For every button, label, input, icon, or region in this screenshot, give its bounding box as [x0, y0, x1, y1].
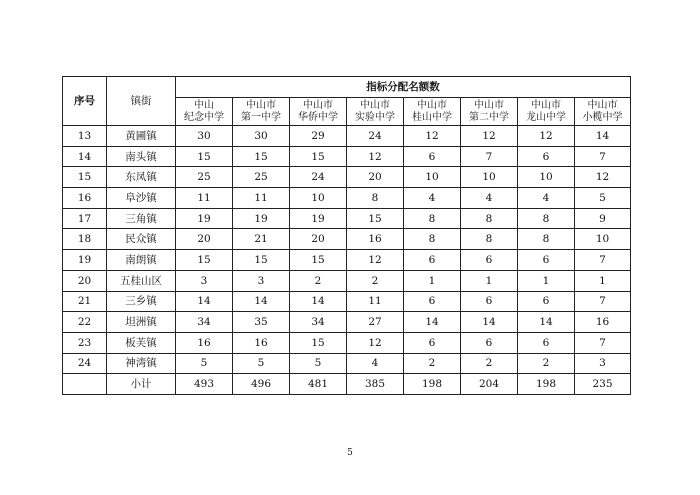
subtotal-cell: 198 — [518, 374, 575, 395]
subtotal-cell: 493 — [176, 374, 233, 395]
subtotal-row — [63, 374, 631, 395]
quota-cell: 14 — [176, 291, 233, 312]
town-name: 板芙镇 — [107, 332, 176, 353]
subtotal-cell: 198 — [404, 374, 461, 395]
quota-cell: 2 — [518, 353, 575, 374]
quota-cell: 8 — [518, 229, 575, 250]
quota-cell: 25 — [176, 167, 233, 188]
school-header-line1: 中山市 — [587, 100, 618, 111]
quota-cell: 3 — [176, 270, 233, 291]
school-header-line1: 中山市 — [531, 100, 561, 111]
quota-cell: 6 — [404, 250, 461, 271]
table-row — [63, 250, 631, 271]
quota-cell: 15 — [347, 208, 404, 229]
quota-cell: 8 — [347, 188, 404, 209]
quota-cell: 24 — [347, 126, 404, 147]
row-number: 17 — [63, 208, 107, 229]
quota-cell: 24 — [290, 167, 347, 188]
quota-cell: 8 — [461, 229, 518, 250]
school-header — [575, 98, 631, 126]
quota-cell: 8 — [404, 229, 461, 250]
quota-cell: 14 — [461, 312, 518, 333]
subtotal-cell: 481 — [290, 374, 347, 395]
quota-cell: 5 — [575, 188, 631, 209]
town-name: 民众镇 — [107, 229, 176, 250]
quota-cell: 12 — [461, 126, 518, 147]
row-number: 20 — [63, 270, 107, 291]
subtotal-cell: 235 — [575, 374, 631, 395]
quota-cell: 6 — [404, 146, 461, 167]
quota-cell: 19 — [176, 208, 233, 229]
quota-cell: 12 — [404, 126, 461, 147]
school-header-line2: 小榄中学 — [582, 111, 623, 123]
town-name: 坦洲镇 — [107, 312, 176, 333]
quota-cell: 15 — [290, 250, 347, 271]
town-name: 东凤镇 — [107, 167, 176, 188]
quota-cell: 6 — [518, 250, 575, 271]
quota-cell: 4 — [461, 188, 518, 209]
town-name: 神湾镇 — [107, 353, 176, 374]
quota-cell: 16 — [233, 332, 290, 353]
row-number: 14 — [63, 146, 107, 167]
quota-cell: 5 — [290, 353, 347, 374]
subtotal-label: 小计 — [107, 374, 176, 395]
quota-cell: 14 — [575, 126, 631, 147]
quota-cell: 3 — [575, 353, 631, 374]
quota-cell: 6 — [518, 146, 575, 167]
quota-cell: 1 — [461, 270, 518, 291]
quota-cell: 3 — [233, 270, 290, 291]
quota-cell: 5 — [233, 353, 290, 374]
quota-cell: 12 — [518, 126, 575, 147]
quota-cell: 2 — [290, 270, 347, 291]
school-header — [233, 98, 290, 126]
quota-cell: 6 — [461, 332, 518, 353]
quota-cell: 27 — [347, 312, 404, 333]
town-name: 南头镇 — [107, 146, 176, 167]
table-row — [63, 167, 631, 188]
subtotal-cell: 385 — [347, 374, 404, 395]
school-header-line2: 龙山中学 — [526, 111, 566, 123]
subtotal-cell: 496 — [233, 374, 290, 395]
quota-cell: 11 — [347, 291, 404, 312]
town-name: 南朗镇 — [107, 250, 176, 271]
quota-cell: 6 — [518, 332, 575, 353]
row-number: 13 — [63, 126, 107, 147]
quota-cell: 19 — [290, 208, 347, 229]
quota-cell: 5 — [176, 353, 233, 374]
school-header-line1: 中山市 — [246, 100, 276, 111]
quota-cell: 15 — [290, 146, 347, 167]
quota-cell: 14 — [404, 312, 461, 333]
quota-cell: 10 — [404, 167, 461, 188]
quota-cell: 8 — [404, 208, 461, 229]
quota-table — [62, 76, 631, 395]
quota-cell: 10 — [290, 188, 347, 209]
row-number: 23 — [63, 332, 107, 353]
school-header-line2: 实验中学 — [355, 111, 395, 123]
quota-cell: 2 — [347, 270, 404, 291]
quota-cell: 2 — [404, 353, 461, 374]
quota-cell: 10 — [518, 167, 575, 188]
school-header — [404, 98, 461, 126]
quota-cell: 25 — [233, 167, 290, 188]
quota-cell: 15 — [176, 250, 233, 271]
table-row — [63, 312, 631, 333]
table-row — [63, 270, 631, 291]
quota-cell: 12 — [347, 146, 404, 167]
row-number: 19 — [63, 250, 107, 271]
header-quota-group: 指标分配名额数 — [176, 77, 631, 98]
quota-cell: 6 — [461, 250, 518, 271]
subtotal-empty-cell — [63, 374, 107, 395]
school-header-line2: 第一中学 — [241, 111, 281, 123]
quota-cell: 20 — [176, 229, 233, 250]
quota-cell: 34 — [176, 312, 233, 333]
quota-cell: 11 — [233, 188, 290, 209]
school-header — [518, 98, 575, 126]
table-row — [63, 229, 631, 250]
quota-cell: 6 — [404, 291, 461, 312]
row-number: 18 — [63, 229, 107, 250]
quota-cell: 12 — [347, 250, 404, 271]
quota-cell: 29 — [290, 126, 347, 147]
school-header-line2: 纪念中学 — [184, 111, 224, 123]
quota-cell: 34 — [290, 312, 347, 333]
quota-cell: 4 — [347, 353, 404, 374]
quota-cell: 6 — [404, 332, 461, 353]
quota-cell: 7 — [575, 291, 631, 312]
town-name: 黄圃镇 — [107, 126, 176, 147]
header-index: 序号 — [63, 77, 107, 126]
quota-cell: 16 — [575, 312, 631, 333]
school-header-line1: 中山市 — [474, 100, 504, 111]
quota-cell: 20 — [290, 229, 347, 250]
quota-cell: 30 — [233, 126, 290, 147]
quota-cell: 1 — [404, 270, 461, 291]
table-row — [63, 353, 631, 374]
quota-cell: 6 — [461, 291, 518, 312]
row-number: 16 — [63, 188, 107, 209]
quota-cell: 21 — [233, 229, 290, 250]
quota-cell: 15 — [233, 146, 290, 167]
quota-cell: 15 — [176, 146, 233, 167]
quota-cell: 1 — [575, 270, 631, 291]
quota-cell: 7 — [575, 332, 631, 353]
row-number: 15 — [63, 167, 107, 188]
quota-cell: 2 — [461, 353, 518, 374]
quota-cell: 8 — [518, 208, 575, 229]
quota-cell: 7 — [575, 250, 631, 271]
quota-cell: 6 — [518, 291, 575, 312]
school-header-line2: 第二中学 — [469, 111, 509, 123]
town-name: 五桂山区 — [107, 270, 176, 291]
school-header — [176, 98, 233, 126]
school-header-line1: 中山 — [194, 100, 214, 111]
school-header-line1: 中山市 — [417, 100, 447, 111]
quota-cell: 10 — [461, 167, 518, 188]
quota-cell: 7 — [461, 146, 518, 167]
table-row — [63, 126, 631, 147]
school-header-line2: 桂山中学 — [412, 111, 452, 123]
table-row — [63, 188, 631, 209]
quota-cell: 10 — [575, 229, 631, 250]
quota-cell: 14 — [518, 312, 575, 333]
quota-cell: 8 — [461, 208, 518, 229]
quota-cell: 15 — [290, 332, 347, 353]
school-header — [290, 98, 347, 126]
quota-cell: 15 — [233, 250, 290, 271]
school-header-line1: 中山市 — [360, 100, 390, 111]
quota-cell: 11 — [176, 188, 233, 209]
quota-cell: 16 — [176, 332, 233, 353]
quota-cell: 4 — [404, 188, 461, 209]
row-number: 21 — [63, 291, 107, 312]
row-number: 24 — [63, 353, 107, 374]
quota-cell: 12 — [347, 332, 404, 353]
quota-cell: 35 — [233, 312, 290, 333]
table-row — [63, 291, 631, 312]
page-number: 5 — [347, 448, 353, 458]
table-row — [63, 332, 631, 353]
town-name: 三乡镇 — [107, 291, 176, 312]
header-town: 镇街 — [107, 77, 176, 126]
quota-cell: 9 — [575, 208, 631, 229]
quota-cell: 1 — [518, 270, 575, 291]
quota-cell: 14 — [290, 291, 347, 312]
table-row — [63, 146, 631, 167]
school-header-line1: 中山市 — [303, 100, 333, 111]
quota-cell: 20 — [347, 167, 404, 188]
quota-cell: 16 — [347, 229, 404, 250]
row-number: 22 — [63, 312, 107, 333]
town-name: 阜沙镇 — [107, 188, 176, 209]
town-name: 三角镇 — [107, 208, 176, 229]
quota-cell: 30 — [176, 126, 233, 147]
quota-cell: 19 — [233, 208, 290, 229]
table-row — [63, 208, 631, 229]
subtotal-cell: 204 — [461, 374, 518, 395]
quota-cell: 7 — [575, 146, 631, 167]
school-header-line2: 华侨中学 — [298, 111, 338, 123]
quota-cell: 4 — [518, 188, 575, 209]
quota-cell: 12 — [575, 167, 631, 188]
quota-cell: 14 — [233, 291, 290, 312]
school-header — [347, 98, 404, 126]
school-header — [461, 98, 518, 126]
